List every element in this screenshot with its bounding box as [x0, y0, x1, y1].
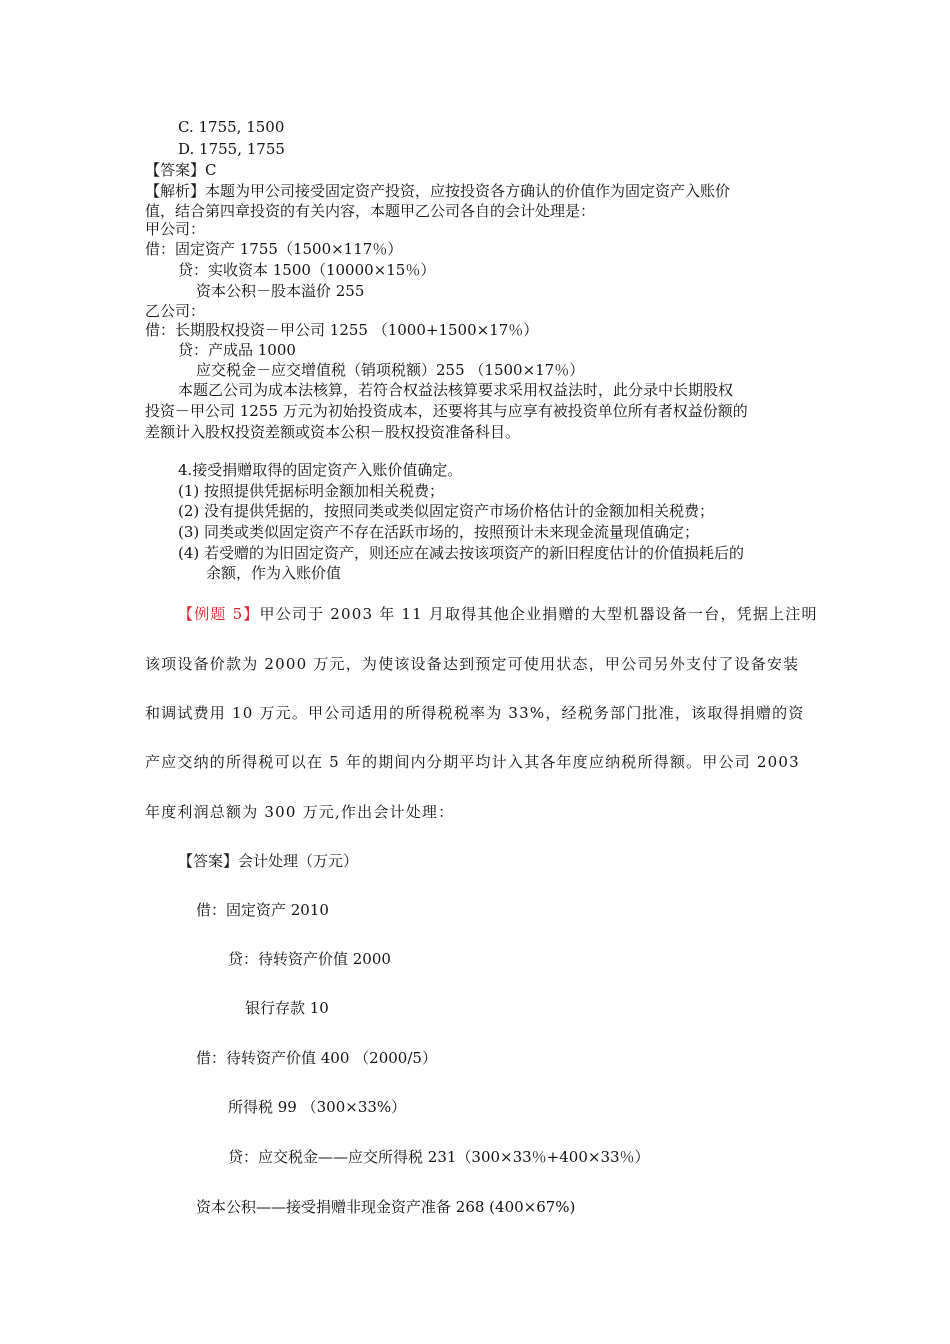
company-b-credit-2: 应交税金－应交增值税（销项税额）255 （1500×17％）: [196, 361, 585, 379]
company-b-heading: 乙公司：: [145, 302, 206, 320]
example-line-4: 产应交纳的所得税可以在 5 年的期间内分期平均计入其各年度应纳税所得额。甲公司 2003: [145, 753, 800, 771]
example-line-3: 和调试费用 10 万元。甲公司适用的所得税税率为 33%，经税务部门批准，该取得捐赠的资: [145, 704, 805, 722]
journal-entry-7: 资本公积——接受捐赠非现金资产准备 268 (400×67%): [196, 1198, 576, 1216]
example-text-1: 甲公司于 2003 年 11 月取得其他企业捐赠的大型机器设备一台，凭据上注明: [259, 605, 818, 623]
option-d: D. 1755, 1755: [178, 140, 285, 158]
analysis-line-2: 值，结合第四章投资的有关内容，本题甲乙公司各自的会计处理是：: [145, 202, 596, 220]
journal-entry-2: 贷：待转资产价值 2000: [228, 950, 391, 968]
analysis-line-1: 【解析】本题为甲公司接受固定资产投资，应按投资各方确认的价值作为固定资产入账价: [145, 182, 731, 200]
company-a-credit-1: 贷：实收资本 1500（10000×15％）: [178, 261, 436, 279]
option-c: C. 1755, 1500: [178, 118, 285, 136]
journal-entry-3: 银行存款 10: [245, 999, 329, 1017]
company-a-credit-2: 资本公积－股本溢价 255: [196, 282, 365, 300]
example-line-2: 该项设备价款为 2000 万元，为使该设备达到预定可使用状态，甲公司另外支付了设备安装: [145, 655, 800, 673]
journal-entry-1: 借：固定资产 2010: [196, 901, 329, 919]
section4-item-3: (3) 同类或类似固定资产不存在活跃市场的，按照预计未来现金流量现值确定；: [178, 523, 700, 541]
note-line-1: 本题乙公司为成本法核算，若符合权益法核算要求采用权益法时，此分录中长期股权: [178, 381, 734, 399]
example-tag: 【例题 5】: [178, 605, 260, 623]
company-a-heading: 甲公司：: [145, 220, 206, 238]
section4-title: 4.接受捐赠取得的固定资产入账价值确定。: [178, 461, 463, 479]
section4-item-2: (2) 没有提供凭据的，按照同类或类似固定资产市场价格估计的金额加相关税费；: [178, 502, 715, 520]
answer-line: 【答案】C: [145, 161, 217, 179]
note-line-3: 差额计入股权投资差额或资本公积－股权投资准备科目。: [145, 423, 521, 441]
section4-item-4: (4) 若受赠的为旧固定资产，则还应在减去按该项资产的新旧程度估计的价值损耗后的: [178, 544, 745, 562]
journal-entry-6: 贷：应交税金——应交所得税 231（300×33％+400×33％）: [228, 1148, 650, 1166]
section4-item-4-cont: 余额，作为入账价值: [206, 564, 342, 582]
example-line-1: [178, 604, 818, 624]
journal-entry-5: 所得税 99 （300×33%）: [228, 1098, 407, 1116]
answer2-heading: 【答案】会计处理（万元）: [178, 852, 359, 870]
note-line-2: 投资－甲公司 1255 万元为初始投资成本，还要将其与应享有被投资单位所有者权益份额的: [145, 402, 748, 420]
company-a-debit: 借：固定资产 1755（1500×117％）: [145, 240, 403, 258]
company-b-debit: 借：长期股权投资－甲公司 1255 （1000+1500×17％）: [145, 321, 539, 339]
journal-entry-4: 借：待转资产价值 400 （2000/5）: [196, 1049, 437, 1067]
section4-item-1: (1) 按照提供凭据标明金额加相关税费；: [178, 482, 445, 500]
example-line-5: 年度利润总额为 300 万元,作出会计处理：: [145, 803, 455, 821]
company-b-credit-1: 贷：产成品 1000: [178, 341, 296, 359]
